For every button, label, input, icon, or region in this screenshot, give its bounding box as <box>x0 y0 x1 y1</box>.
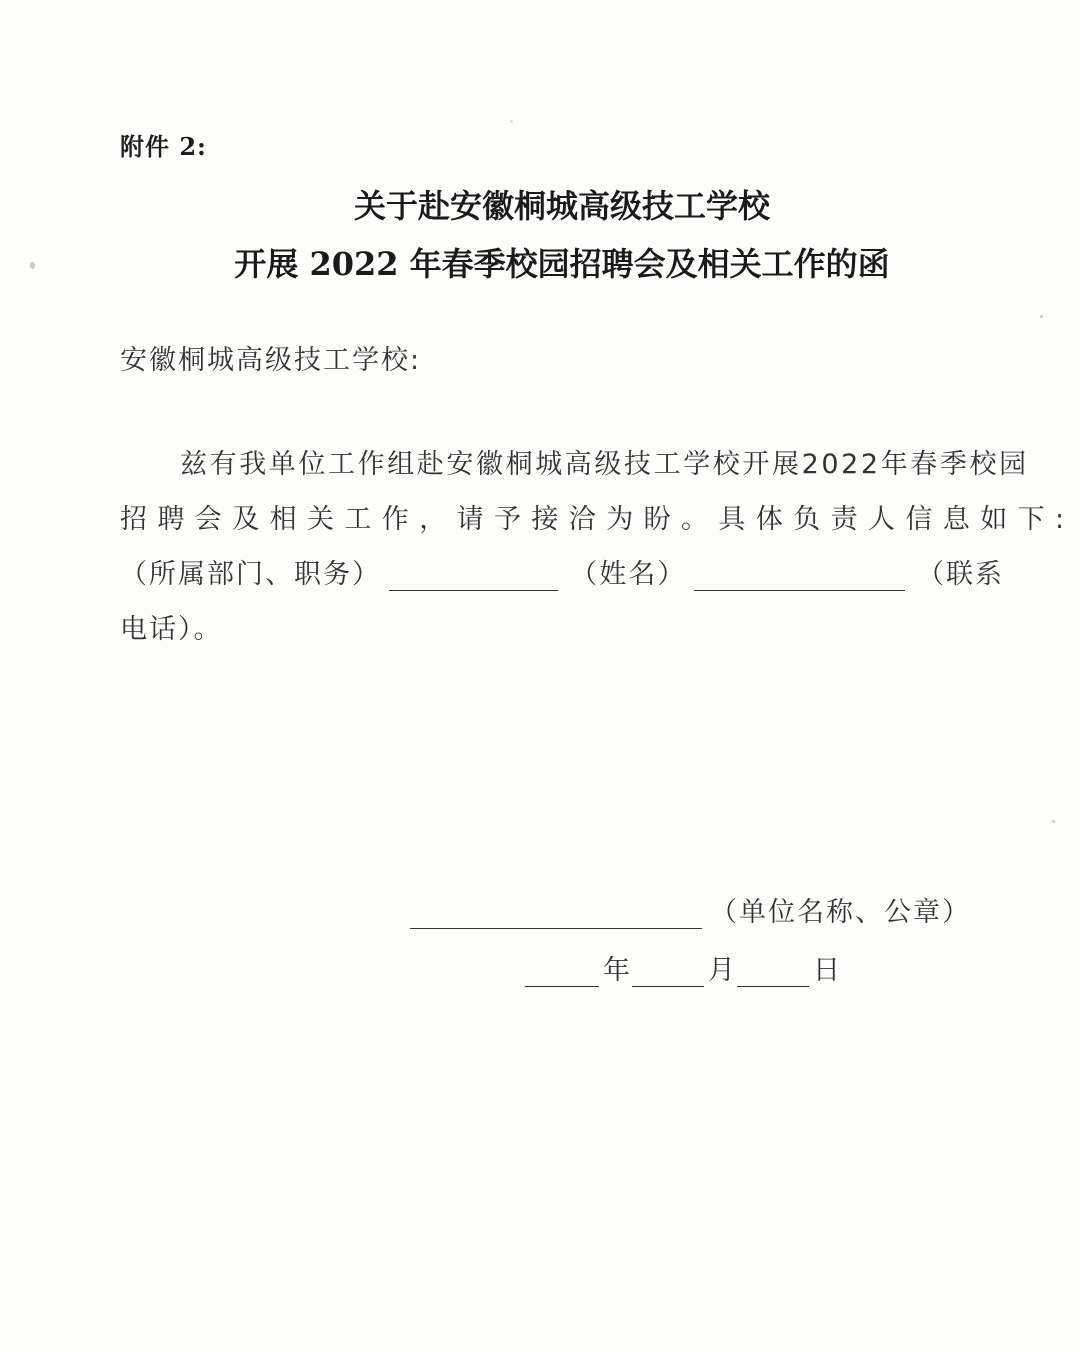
scan-speck <box>510 120 513 123</box>
unit-name-blank <box>410 902 702 929</box>
day-blank <box>737 960 809 987</box>
year-blank <box>525 960 599 987</box>
contact-label: （联系 <box>917 559 1004 590</box>
signature-line <box>410 890 971 929</box>
scan-speck <box>1052 820 1055 823</box>
year-label: 年 <box>603 955 630 986</box>
scan-speck <box>1040 315 1043 318</box>
addressee: 安徽桐城高级技工学校: <box>120 345 422 376</box>
document-title-line-2: 开展 2022 年春季校园招聘会及相关工作的函 <box>234 245 890 283</box>
month-blank <box>632 960 704 987</box>
body-line-4: 电话）。 <box>120 614 223 645</box>
document-title-line-1: 关于赴安徽桐城高级技工学校 <box>353 187 770 225</box>
body-line-1: 兹有我单位工作组赴安徽桐城高级技工学校开展2022年春季校园 <box>180 449 1029 480</box>
body-line-3 <box>120 552 1004 591</box>
month-label: 月 <box>708 955 735 986</box>
department-position-blank <box>389 564 558 591</box>
date-line <box>525 948 840 987</box>
unit-name-seal-label: （单位名称、公章） <box>710 897 971 928</box>
name-blank <box>694 564 905 591</box>
scan-speck <box>30 262 35 269</box>
day-label: 日 <box>813 955 840 986</box>
attachment-label: 附件 2: <box>120 132 207 161</box>
name-label: （姓名） <box>570 559 687 590</box>
department-position-label: （所属部门、职务） <box>120 559 381 590</box>
body-line-2: 招聘会及相关工作，请予接洽为盼。具体负责人信息如下: <box>120 504 1075 535</box>
